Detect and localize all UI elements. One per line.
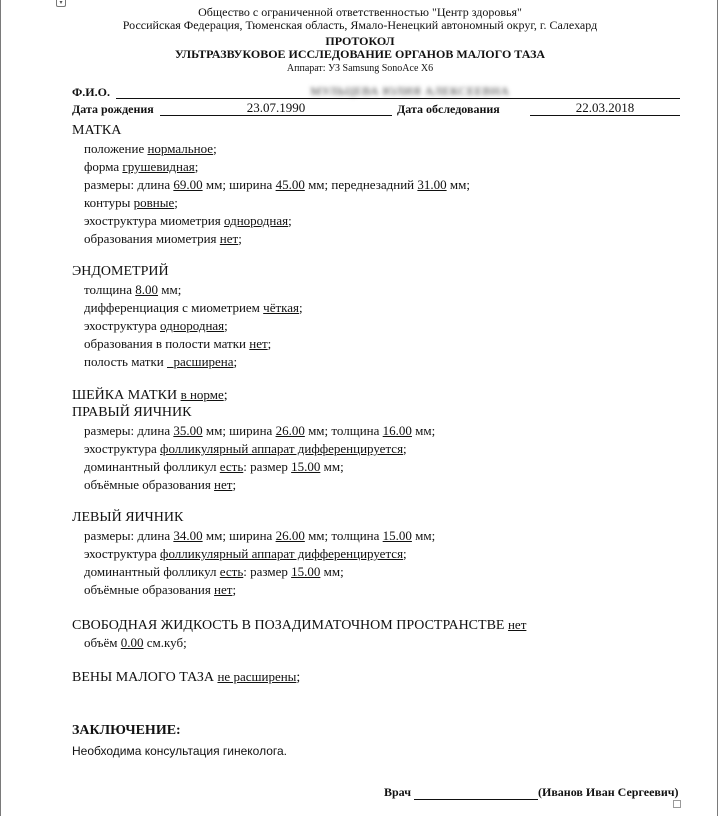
uterus-contours: контуры ровные;	[84, 195, 178, 210]
endometrium-cavity: полость матки расширена;	[84, 354, 238, 369]
endometrium-title: ЭНДОМЕТРИЙ	[72, 264, 169, 279]
dob-value: 23.07.1990	[246, 100, 306, 115]
uterus-shape: форма грушевидная;	[84, 159, 199, 174]
left-ovary-size: размеры: длина 34.00 мм; ширина 26.00 мм; толщина 15.00 мм;	[84, 528, 436, 543]
anchor-mark-icon: ▾	[56, 0, 66, 7]
device-line	[0, 63, 720, 75]
exam-date-label: Дата обследования	[397, 102, 500, 116]
right-ovary-volume: объёмные образования нет;	[84, 477, 237, 492]
uterus-title: МАТКА	[72, 123, 122, 138]
free-fluid-line: СВОБОДНАЯ ЖИДКОСТЬ В ПОЗАДИМАТОЧНОМ ПРОСТРАНСТВЕ нет	[72, 617, 527, 633]
uterus-position: положение нормальное;	[84, 141, 217, 156]
org-address: Российская Федерация, Тюменская область, Ямало-Ненецкий автономный округ, г. Салехард	[122, 18, 598, 32]
dob-label: Дата рождения	[72, 102, 154, 116]
exam-title: УЛЬТРАЗВУКОВОЕ ИССЛЕДОВАНИЕ ОРГАНОВ МАЛОГО ТАЗА	[174, 47, 546, 61]
pelvic-veins-line: ВЕНЫ МАЛОГО ТАЗА не расширены;	[72, 669, 301, 685]
left-ovary-dominant: доминантный фолликул есть: размер 15.00 мм;	[84, 564, 344, 579]
org-name: Общество с ограниченной ответственностью "Центр здоровья"	[198, 5, 522, 19]
page-right-edge	[717, 0, 718, 816]
endometrium-echo: эхоструктура однородная;	[84, 318, 228, 333]
left-ovary-echo: эхоструктура фолликулярный аппарат дифференцируется;	[84, 546, 407, 561]
doctor-name: (Иванов Иван Сергеевич)	[538, 785, 679, 799]
fio-value: МУЛЬЦЕВА ЮЛИЯ АЛЕКСЕЕВНА	[310, 84, 510, 98]
endometrium-thickness: толщина 8.00 мм;	[84, 282, 182, 297]
uterus-formations: образования миометрия нет;	[84, 231, 242, 246]
conclusion-text: Необходима консультация гинеколога.	[72, 744, 288, 758]
uterus-size: размеры: длина 69.00 мм; ширина 45.00 мм; переднезадний 31.00 мм;	[84, 177, 470, 192]
conclusion-title: ЗАКЛЮЧЕНИЕ:	[72, 723, 181, 738]
fio-label: Ф.И.О.	[72, 85, 110, 99]
protocol-title: ПРОТОКОЛ	[325, 34, 395, 48]
page-left-edge	[0, 0, 1, 816]
doctor-label: Врач	[384, 785, 411, 799]
signature-line	[414, 785, 538, 800]
left-ovary-volume: объёмные образования нет;	[84, 582, 237, 597]
free-fluid-volume: объём 0.00 см.куб;	[84, 635, 187, 650]
right-ovary-size: размеры: длина 35.00 мм; ширина 26.00 мм; толщина 16.00 мм;	[84, 423, 436, 438]
paragraph-mark-icon	[673, 800, 681, 808]
right-ovary-title: ПРАВЫЙ ЯИЧНИК	[72, 405, 192, 420]
uterus-echo: эхоструктура миометрия однородная;	[84, 213, 292, 228]
cervix-line: ШЕЙКА МАТКИ в норме;	[72, 387, 228, 403]
device-value: УЗ Samsung SonoAce X6	[328, 63, 434, 74]
endometrium-diff: дифференциация с миометрием чёткая;	[84, 300, 303, 315]
endometrium-cavity-formations: образования в полости матки нет;	[84, 336, 272, 351]
device-label: Аппарат:	[286, 63, 326, 74]
right-ovary-dominant: доминантный фолликул есть: размер 15.00 мм;	[84, 459, 344, 474]
right-ovary-echo: эхоструктура фолликулярный аппарат дифференцируется;	[84, 441, 407, 456]
left-ovary-title: ЛЕВЫЙ ЯИЧНИК	[72, 510, 184, 525]
exam-date-value: 22.03.2018	[575, 100, 635, 115]
